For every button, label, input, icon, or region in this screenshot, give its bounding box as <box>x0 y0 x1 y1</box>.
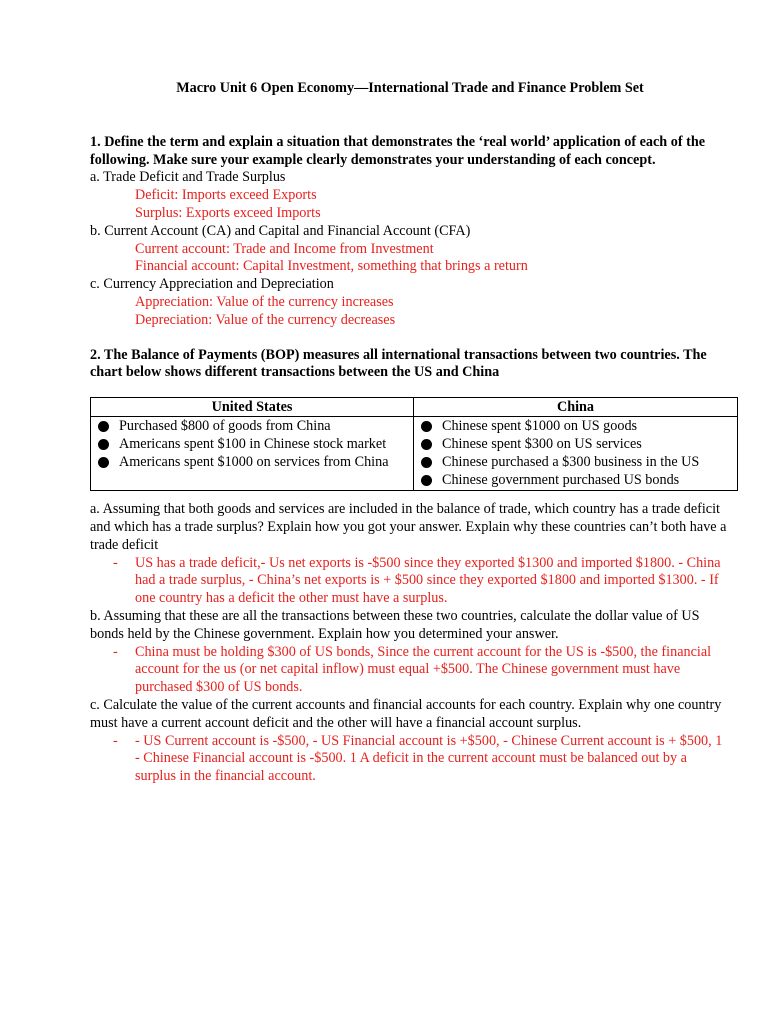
q1-part-b-label: b. Current Account (CA) and Capital and Financial Account (CFA) <box>90 222 471 239</box>
q2-part-c-question: c. Calculate the value of the current accounts and financial accounts for each country. Explain why one country must have a current account deficit and the other will have a financial account surplus. <box>90 696 722 731</box>
question-1-prompt: 1. Define the term and explain a situation that demonstrates the ‘real world’ application of each of the following. Make sure your example clearly demonstrates your understanding of each concept. <box>90 133 706 168</box>
list-item: Americans spent $100 in Chinese stock market <box>91 435 413 453</box>
document-title: Macro Unit 6 Open Economy—International Trade and Finance Problem Set <box>176 80 644 96</box>
bop-transactions-table <box>90 397 738 491</box>
bullet-icon <box>421 475 432 486</box>
q2-part-b-answer: - China must be holding $300 of US bonds, Since the current account for the US is -$500, the financial account for the us (or net capital inflow) must equal +$500. The Chinese government must have purchased $300 of US bonds. <box>113 643 712 696</box>
q1-part-b-answer-2: Financial account: Capital Investment, something that brings a return <box>135 258 528 275</box>
bullet-icon <box>98 421 109 432</box>
q2-part-a-question: a. Assuming that both goods and services are included in the balance of trade, which country has a trade deficit and which has a trade surplus? Explain how you got your answer. Explain why these countries can’t both have a trade deficit <box>90 501 727 553</box>
bullet-icon <box>421 439 432 450</box>
q1-part-b-answer-1: Current account: Trade and Income from Investment <box>135 240 434 257</box>
spacer <box>90 330 730 347</box>
q1-part-a-answer-1: Deficit: Imports exceed Exports <box>135 187 317 204</box>
list-item: Chinese purchased a $300 business in the US <box>414 453 737 471</box>
header-united-states: United States <box>91 398 414 417</box>
q1-part-c-label: c. Currency Appreciation and Depreciation <box>90 276 334 293</box>
q1-part-c-answer-2: Depreciation: Value of the currency decreases <box>135 311 396 328</box>
table-body-row <box>91 417 738 491</box>
china-transactions-cell <box>414 417 738 491</box>
list-item: Chinese government purchased US bonds <box>414 471 737 489</box>
us-transactions-list <box>91 417 413 471</box>
q2-part-c-answer: - - US Current account is -$500, - US Financial account is +$500, - Chinese Current account is + $500, 1 - Chinese Financial account is -$500. 1 A deficit in the current account must be balanced out by a surplus in the financial account. <box>113 732 723 785</box>
bullet-icon <box>421 421 432 432</box>
list-item: Americans spent $1000 on services from China <box>91 453 413 471</box>
q1-part-a-answer-2: Surplus: Exports exceed Imports <box>135 204 321 221</box>
header-china: China <box>414 398 738 417</box>
china-transactions-list <box>414 417 737 489</box>
us-transactions-cell <box>91 417 414 491</box>
dash-marker: - <box>113 554 118 571</box>
q1-part-a-label: a. Trade Deficit and Trade Surplus <box>90 169 286 186</box>
list-item: Chinese spent $1000 on US goods <box>414 417 737 435</box>
dash-marker: - <box>113 732 118 749</box>
list-item: Chinese spent $300 on US services <box>414 435 737 453</box>
bullet-icon <box>421 457 432 468</box>
q2-part-a-answer: - US has a trade deficit,- Us net exports is -$500 since they exported $1300 and imported $1800. - China had a trade surplus, - China’s net exports is + $500 since they exported $1800 and imported $1300. - If one country has a deficit the other must have a surplus. <box>113 554 721 607</box>
question-2-prompt: 2. The Balance of Payments (BOP) measures all international transactions between two countries. The chart below shows different transactions between the US and China <box>90 346 707 381</box>
document-page <box>90 80 730 786</box>
bullet-icon <box>98 439 109 450</box>
table-header-row <box>91 398 738 417</box>
q2-part-b-question: b. Assuming that these are all the transactions between these two countries, calculate the dollar value of US bonds held by the Chinese government. Explain how you determined your answer. <box>90 607 700 642</box>
bullet-icon <box>98 457 109 468</box>
q1-part-c-answer-1: Appreciation: Value of the currency increases <box>135 293 394 310</box>
dash-marker: - <box>113 643 118 660</box>
list-item: Purchased $800 of goods from China <box>91 417 413 435</box>
